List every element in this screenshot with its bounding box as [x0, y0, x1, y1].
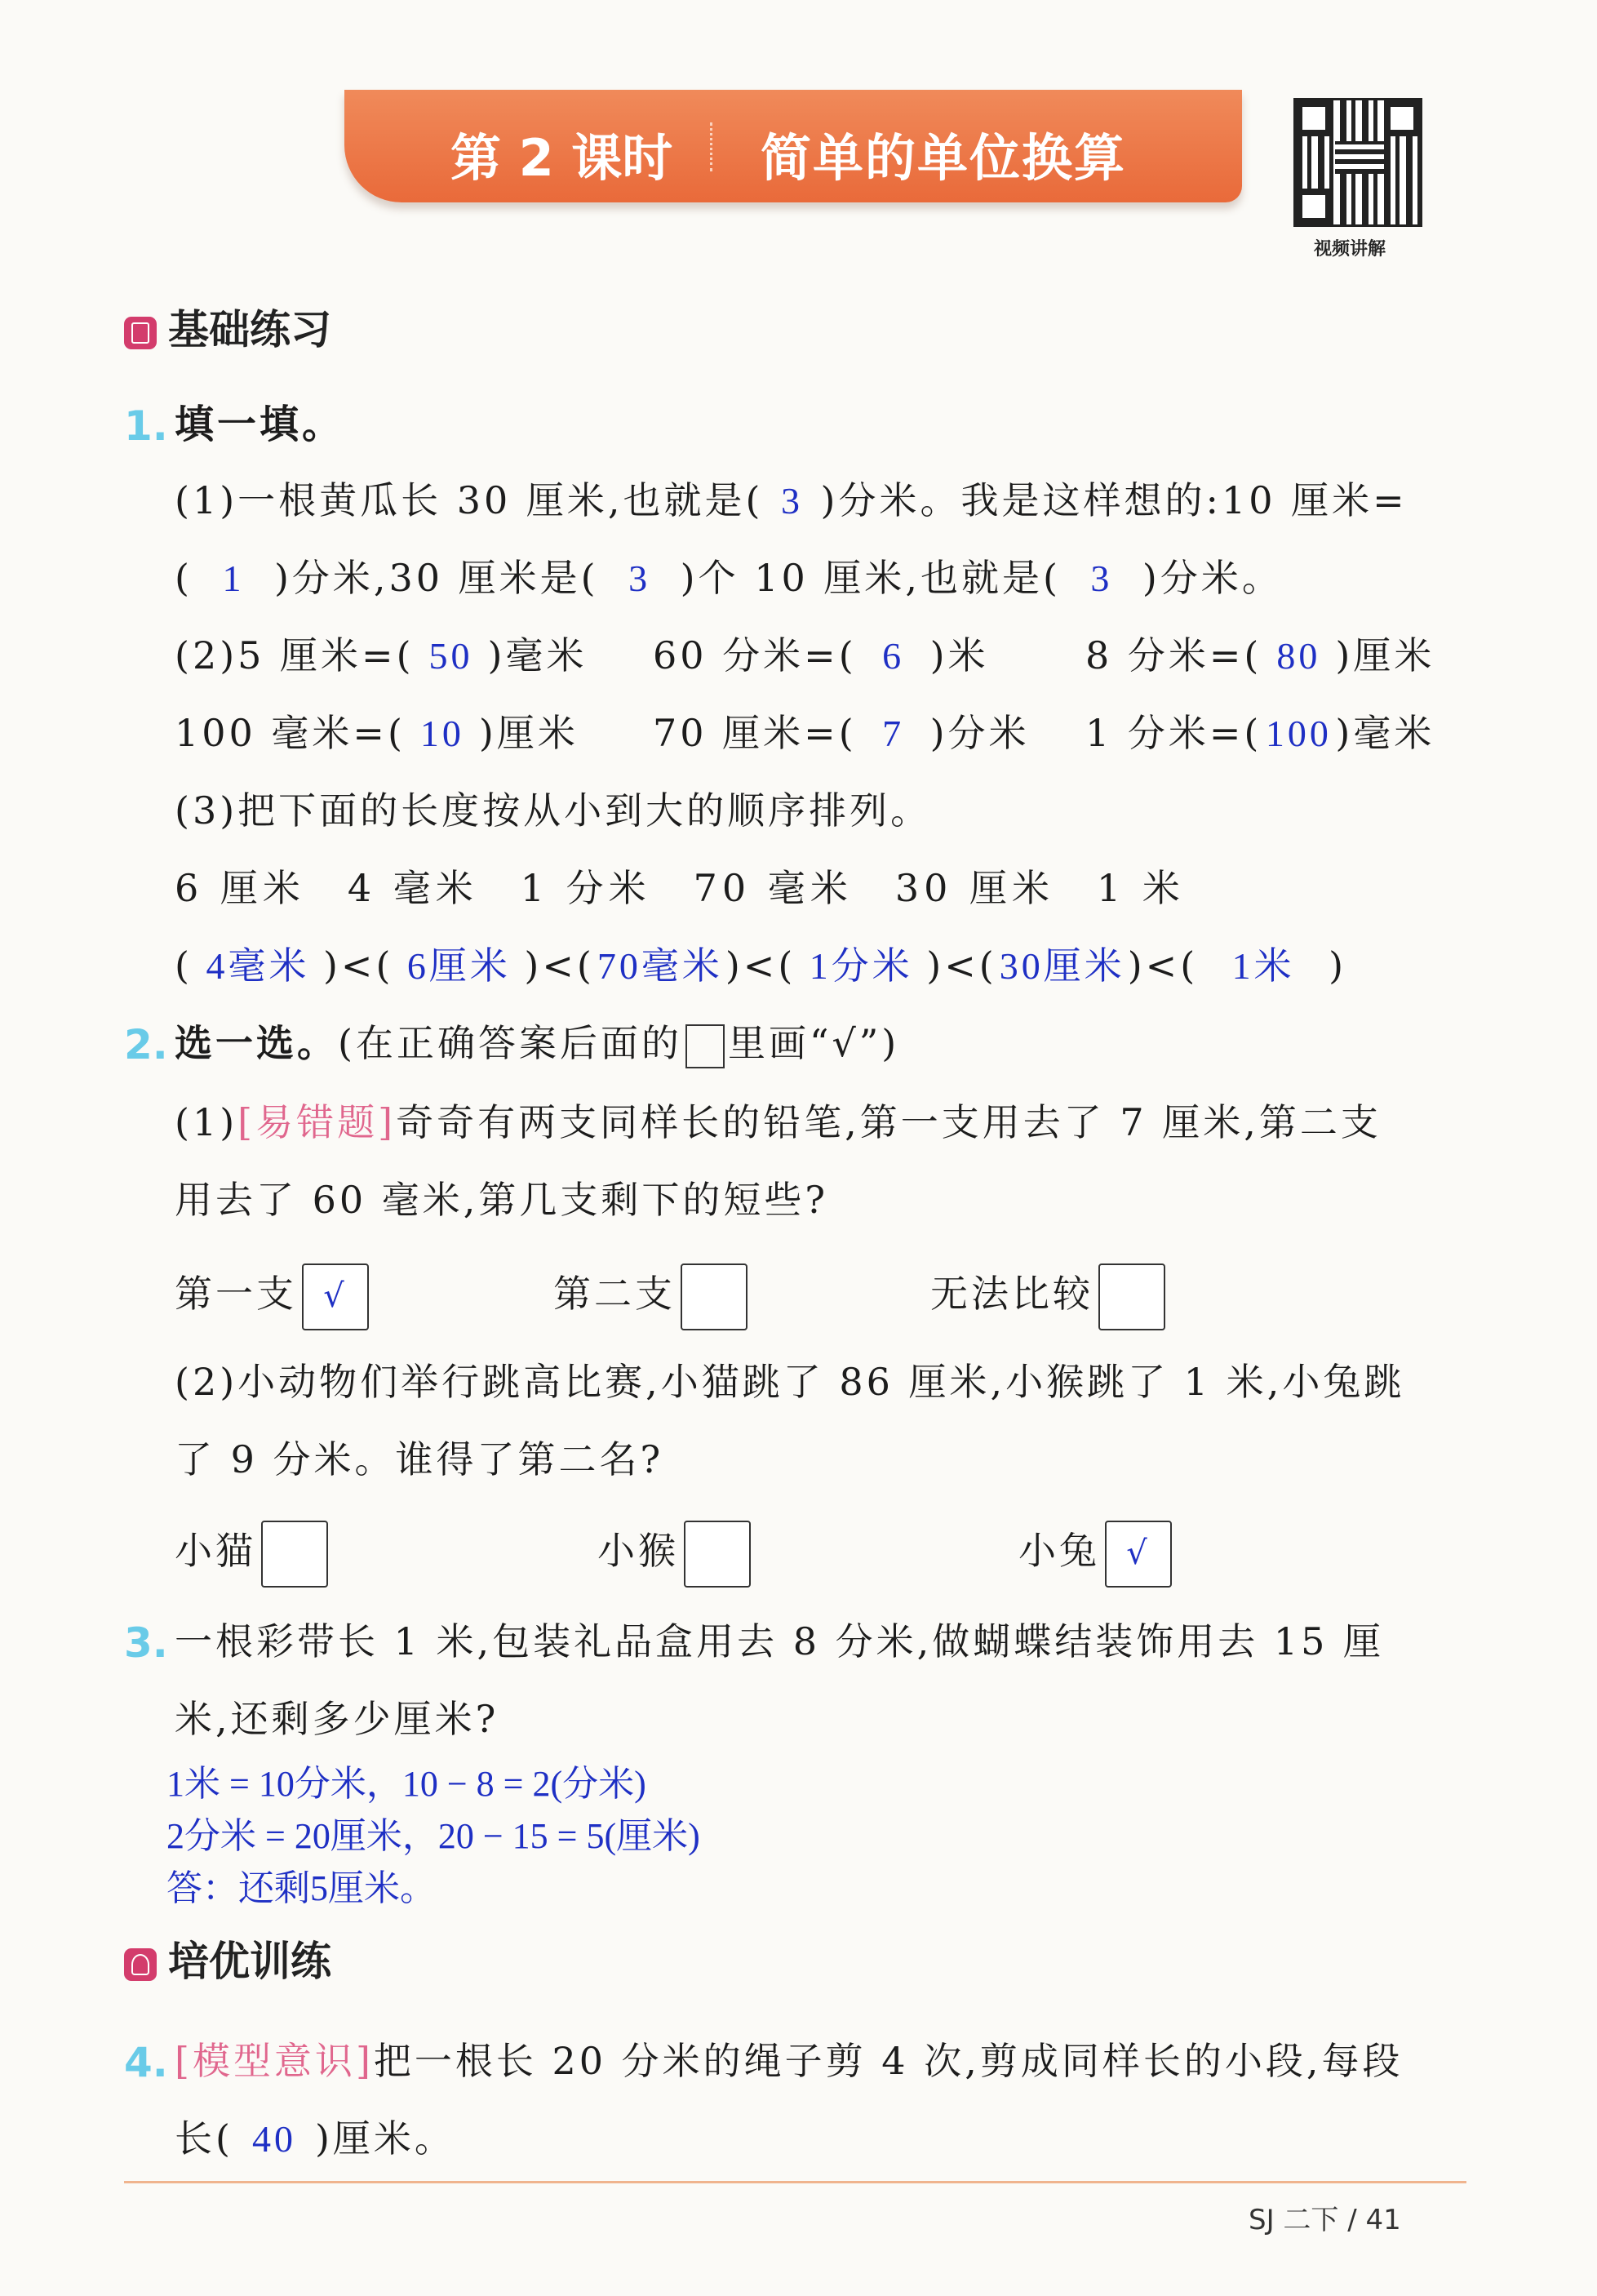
question-number: 3.	[124, 1619, 168, 1667]
q2-part2-line2: 了 9 分米。谁得了第二名?	[175, 1437, 664, 1481]
q1-part2-row2-b: 70 厘米=( 7 )分米	[653, 708, 1030, 758]
question-number: 4.	[124, 2039, 168, 2086]
q3-answer: 答：还剩5厘米。	[166, 1868, 436, 1908]
answer-blank[interactable]: 80	[1276, 635, 1321, 677]
answer-blank[interactable]: 70毫米	[597, 945, 723, 987]
answer-blank[interactable]: 30厘米	[999, 945, 1125, 987]
section-advanced-training	[124, 1937, 331, 1986]
q1-part2-row1-c: 8 分米=( 80 )厘米	[1085, 631, 1435, 681]
answer-blank[interactable]: 3	[1090, 557, 1113, 599]
question-title: 选一选。	[175, 1021, 338, 1065]
heart-badge-icon	[124, 1948, 157, 1981]
qr-caption: 视频讲解	[1314, 239, 1386, 260]
answer-blank[interactable]: 50	[428, 635, 473, 677]
answer-blank[interactable]: 1米	[1231, 945, 1295, 987]
lesson-number: 第 2 课时	[450, 128, 673, 188]
checkbox-cannot-compare[interactable]	[1098, 1263, 1165, 1330]
q2-part1-options-b: 第二支	[553, 1263, 747, 1330]
q3-text-line2: 米,还剩多少厘米?	[175, 1697, 499, 1741]
q2-part2-options: 小猫	[175, 1521, 328, 1588]
section-title: 基础练习	[168, 306, 331, 353]
tag-model-awareness: [模型意识]	[175, 2039, 374, 2083]
q3-work-line1: 1米 = 10分米，10 − 8 = 2(分米)	[166, 1764, 646, 1804]
answer-blank[interactable]: 6	[882, 635, 905, 677]
q1-part1-line2: ( 1 )分米,30 厘米是( 3 )个 10 厘米,也就是( 3 )分米。	[175, 553, 1283, 603]
q1-part3-items: 6 厘米 4 毫米 1 分米 70 毫米 30 厘米 1 米	[175, 866, 1185, 910]
page-number: SJ 二下 / 41	[1249, 2204, 1401, 2236]
q2-part2-line1: (2)小动物们举行跳高比赛,小猫跳了 86 厘米,小猴跳了 1 米,小兔跳	[175, 1360, 1405, 1404]
q2-part2-options-c: 小兔 √	[1018, 1521, 1172, 1588]
question-number: 1.	[124, 402, 168, 450]
q4-text-line1: [模型意识]把一根长 20 分米的绳子剪 4 次,剪成同样长的小段,每段	[175, 2039, 1404, 2083]
answer-blank[interactable]: 40	[251, 2118, 296, 2160]
answer-blank[interactable]: 3	[781, 480, 804, 522]
q2-part1-line1: (1)[易错题]奇奇有两支同样长的铅笔,第一支用去了 7 厘米,第二支	[175, 1100, 1382, 1144]
answer-blank[interactable]: 1分米	[809, 945, 913, 987]
checkbox-first[interactable]: √	[302, 1263, 369, 1330]
answer-blank[interactable]: 3	[628, 557, 651, 599]
section-basic-practice	[124, 305, 331, 354]
checkbox-second[interactable]	[681, 1263, 747, 1330]
q1-part2-row1-b: 60 分米=( 6 )米	[653, 631, 989, 681]
lesson-banner	[344, 90, 1242, 202]
q2-header: 选一选。(在正确答案后面的 里画“√”)	[175, 1019, 899, 1068]
question-number: 2.	[124, 1021, 168, 1068]
q1-part3-order: ( 4毫米 )<( 6厘米 )<(70毫米)<( 1分米 )<(30厘米)<( 1米 )	[175, 941, 1346, 991]
banner-divider	[710, 122, 712, 171]
answer-blank[interactable]: 6厘米	[406, 945, 511, 987]
q3-text-line1: 一根彩带长 1 米,包装礼品盒用去 8 分米,做蝴蝶结装饰用去 15 厘	[175, 1619, 1385, 1663]
answer-blank[interactable]: 100	[1265, 713, 1332, 754]
q2-part1-options: 第一支 √	[175, 1263, 369, 1330]
answer-blank[interactable]: 4毫米	[206, 945, 310, 987]
q2-part1-options-c: 无法比较	[930, 1263, 1165, 1330]
checkbox-monkey[interactable]	[684, 1521, 751, 1588]
qr-code[interactable]	[1293, 98, 1422, 227]
answer-blank[interactable]: 10	[419, 713, 464, 754]
answer-blank[interactable]: 1	[222, 557, 245, 599]
footer-rule	[124, 2181, 1466, 2183]
q4-text-line2: 长( 40 )厘米。	[175, 2114, 455, 2164]
q3-work-line2: 2分米 = 20厘米，20 − 15 = 5(厘米)	[166, 1816, 700, 1856]
q1-part2-row2: 100 毫米=( 10 )厘米	[175, 708, 579, 758]
lesson-title: 简单的单位换算	[761, 128, 1127, 188]
q1-part1-line1: (1)一根黄瓜长 30 厘米,也就是( 3 )分米。我是这样想的:10 厘米=	[175, 476, 1408, 526]
section-title: 培优训练	[168, 1938, 331, 1985]
question-title: 填一填。	[175, 402, 345, 447]
q1-part3-prompt: (3)把下面的长度按从小到大的顺序排列。	[175, 788, 932, 833]
checkbox-rabbit[interactable]: √	[1105, 1521, 1172, 1588]
q1-part2-row1: (2)5 厘米=( 50 )毫米	[175, 631, 588, 681]
q1-part2-row2-c: 1 分米=(100)毫米	[1085, 708, 1435, 758]
checkbox-cat[interactable]	[261, 1521, 328, 1588]
tag-error-prone: [易错题]	[237, 1100, 397, 1144]
answer-blank[interactable]: 7	[882, 713, 905, 754]
q2-part1-line2: 用去了 60 毫米,第几支剩下的短些?	[175, 1178, 829, 1222]
document-icon	[124, 317, 157, 349]
empty-box-sample	[685, 1024, 725, 1068]
q2-part2-options-b: 小猴	[597, 1521, 751, 1588]
